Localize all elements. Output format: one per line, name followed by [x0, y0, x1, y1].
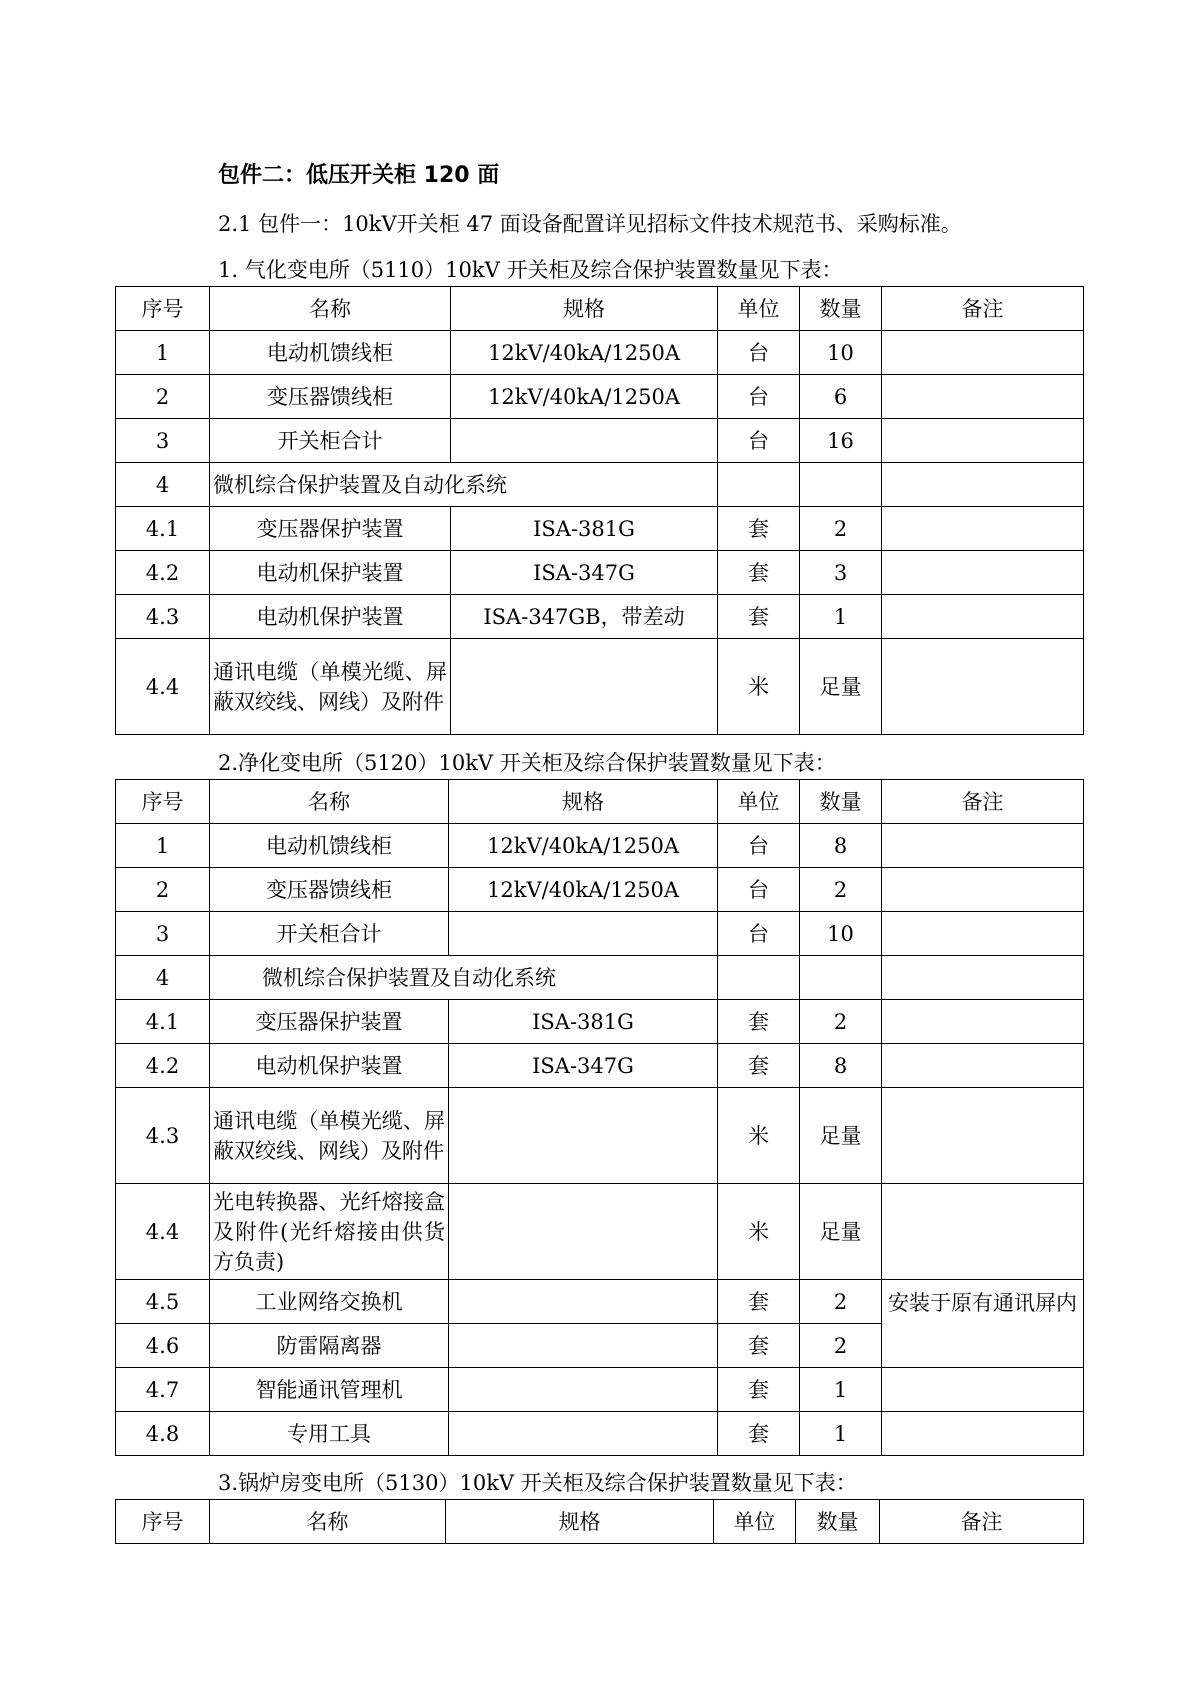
cell-note	[882, 639, 1084, 735]
cell-note	[882, 331, 1084, 375]
cell-no: 4	[116, 463, 210, 507]
cell-unit: 套	[718, 1324, 800, 1368]
header-no: 序号	[116, 780, 210, 824]
cell-spec: 12kV/40kA/1250A	[451, 375, 718, 419]
cell-unit: 台	[718, 331, 800, 375]
table-row	[116, 551, 1084, 595]
cell-no: 4.4	[116, 639, 210, 735]
cell-name: 电动机保护装置	[210, 551, 451, 595]
table-header-row	[116, 287, 1084, 331]
cell-unit: 套	[718, 1044, 800, 1088]
header-qty: 数量	[800, 780, 882, 824]
header-qty: 数量	[800, 287, 882, 331]
header-name: 名称	[210, 287, 451, 331]
cell-spec: 12kV/40kA/1250A	[449, 868, 718, 912]
cell-spec	[449, 1412, 718, 1456]
cell-note	[882, 824, 1084, 868]
cell-spec	[449, 1368, 718, 1412]
cell-qty: 2	[800, 507, 882, 551]
cell-spec	[451, 639, 718, 735]
table-row	[116, 1000, 1084, 1044]
table-row	[116, 419, 1084, 463]
cell-no: 4.3	[116, 1088, 210, 1184]
table-row	[116, 331, 1084, 375]
cell-note	[882, 1088, 1084, 1184]
header-note: 备注	[880, 1500, 1084, 1544]
cell-unit: 套	[718, 507, 800, 551]
cell-name: 通讯电缆（单模光缆、屏蔽双绞线、网线）及附件	[210, 639, 451, 735]
cell-name: 变压器保护装置	[210, 1000, 449, 1044]
cell-spec	[449, 1324, 718, 1368]
cell-qty: 足量	[800, 1088, 882, 1184]
table-row	[116, 375, 1084, 419]
cell-unit: 套	[718, 1368, 800, 1412]
cell-unit: 套	[718, 551, 800, 595]
cell-unit	[718, 463, 800, 507]
cell-note	[882, 375, 1084, 419]
cell-name: 通讯电缆（单模光缆、屏蔽双绞线、网线）及附件	[210, 1088, 449, 1184]
cell-qty: 3	[800, 551, 882, 595]
table1-caption: 1. 气化变电所（5110）10kV 开关柜及综合保护装置数量见下表：	[218, 258, 843, 282]
cell-qty: 足量	[800, 639, 882, 735]
table-2	[115, 779, 1084, 1456]
cell-unit: 台	[718, 375, 800, 419]
cell-note	[882, 1044, 1084, 1088]
cell-no: 4.1	[116, 507, 210, 551]
cell-unit: 套	[718, 1280, 800, 1324]
cell-unit: 台	[718, 419, 800, 463]
cell-spec: ISA-347GB，带差动	[451, 595, 718, 639]
cell-qty: 1	[800, 595, 882, 639]
cell-unit: 套	[718, 595, 800, 639]
table-3	[115, 1499, 1084, 1544]
cell-spec	[449, 1184, 718, 1280]
cell-unit: 台	[718, 868, 800, 912]
cell-no: 2	[116, 375, 210, 419]
cell-unit: 台	[718, 912, 800, 956]
table-row	[116, 956, 1084, 1000]
intro-paragraph: 2.1 包件一：10kV开关柜 47 面设备配置详见招标文件技术规范书、采购标准。	[218, 212, 962, 236]
cell-note	[882, 463, 1084, 507]
header-name: 名称	[210, 780, 449, 824]
cell-qty	[800, 956, 882, 1000]
cell-qty: 2	[800, 1324, 882, 1368]
cell-no: 1	[116, 824, 210, 868]
cell-spec: ISA-347G	[449, 1044, 718, 1088]
table-header-row	[116, 1500, 1084, 1544]
table-row	[116, 595, 1084, 639]
table-row	[116, 1280, 1084, 1324]
cell-note	[882, 1368, 1084, 1412]
cell-spec	[449, 912, 718, 956]
cell-no: 4.2	[116, 551, 210, 595]
table-row	[116, 1412, 1084, 1456]
cell-name: 电动机馈线柜	[210, 331, 451, 375]
cell-name: 智能通讯管理机	[210, 1368, 449, 1412]
cell-name: 电动机保护装置	[210, 595, 451, 639]
header-qty: 数量	[796, 1500, 880, 1544]
cell-no: 4.2	[116, 1044, 210, 1088]
cell-qty: 10	[800, 331, 882, 375]
cell-qty	[800, 463, 882, 507]
cell-spec: ISA-381G	[449, 1000, 718, 1044]
cell-name: 工业网络交换机	[210, 1280, 449, 1324]
header-spec: 规格	[451, 287, 718, 331]
header-no: 序号	[116, 287, 210, 331]
header-unit: 单位	[714, 1500, 796, 1544]
cell-name: 防雷隔离器	[210, 1324, 449, 1368]
cell-name: 微机综合保护装置及自动化系统	[210, 463, 718, 507]
cell-no: 4	[116, 956, 210, 1000]
cell-note	[882, 1184, 1084, 1280]
header-unit: 单位	[718, 780, 800, 824]
cell-note	[882, 956, 1084, 1000]
cell-no: 2	[116, 868, 210, 912]
header-note: 备注	[882, 287, 1084, 331]
header-name: 名称	[210, 1500, 446, 1544]
page-title: 包件二：低压开关柜 120 面	[218, 163, 500, 188]
cell-spec: 12kV/40kA/1250A	[449, 824, 718, 868]
table-row	[116, 824, 1084, 868]
cell-qty: 2	[800, 1000, 882, 1044]
table-row	[116, 1088, 1084, 1184]
table3-caption: 3.锅炉房变电所（5130）10kV 开关柜及综合保护装置数量见下表：	[218, 1471, 857, 1495]
cell-qty: 1	[800, 1368, 882, 1412]
cell-name: 开关柜合计	[210, 912, 449, 956]
cell-qty: 2	[800, 1280, 882, 1324]
table-row	[116, 1184, 1084, 1280]
cell-note	[882, 1412, 1084, 1456]
cell-note	[882, 868, 1084, 912]
cell-spec	[451, 419, 718, 463]
cell-qty: 6	[800, 375, 882, 419]
cell-qty: 10	[800, 912, 882, 956]
cell-qty: 16	[800, 419, 882, 463]
header-spec: 规格	[449, 780, 718, 824]
cell-spec	[449, 1280, 718, 1324]
cell-name: 开关柜合计	[210, 419, 451, 463]
cell-no: 3	[116, 419, 210, 463]
table-row	[116, 1368, 1084, 1412]
cell-note	[882, 507, 1084, 551]
cell-no: 4.7	[116, 1368, 210, 1412]
cell-unit: 米	[718, 639, 800, 735]
cell-spec	[449, 1088, 718, 1184]
cell-no: 1	[116, 331, 210, 375]
table-row	[116, 639, 1084, 735]
cell-unit	[718, 956, 800, 1000]
cell-note	[882, 1000, 1084, 1044]
header-note: 备注	[882, 780, 1084, 824]
cell-no: 4.1	[116, 1000, 210, 1044]
table-1	[115, 286, 1084, 735]
cell-note-merged: 安装于原有通讯屏内	[882, 1280, 1084, 1368]
cell-no: 3	[116, 912, 210, 956]
table-row	[116, 1044, 1084, 1088]
cell-spec: 12kV/40kA/1250A	[451, 331, 718, 375]
cell-name: 变压器馈线柜	[210, 868, 449, 912]
cell-note	[882, 912, 1084, 956]
cell-name: 光电转换器、光纤熔接盒及附件(光纤熔接由供货方负责)	[210, 1184, 449, 1280]
table-header-row	[116, 780, 1084, 824]
cell-note	[882, 551, 1084, 595]
header-unit: 单位	[718, 287, 800, 331]
cell-qty: 1	[800, 1412, 882, 1456]
table2-caption: 2.净化变电所（5120）10kV 开关柜及综合保护装置数量见下表：	[218, 751, 836, 775]
cell-unit: 米	[718, 1088, 800, 1184]
cell-name: 电动机保护装置	[210, 1044, 449, 1088]
cell-name: 专用工具	[210, 1412, 449, 1456]
cell-qty: 2	[800, 868, 882, 912]
cell-no: 4.4	[116, 1184, 210, 1280]
cell-unit: 套	[718, 1412, 800, 1456]
header-no: 序号	[116, 1500, 210, 1544]
cell-note	[882, 419, 1084, 463]
table-row	[116, 507, 1084, 551]
cell-name: 电动机馈线柜	[210, 824, 449, 868]
cell-qty: 足量	[800, 1184, 882, 1280]
table-row	[116, 868, 1084, 912]
cell-name: 微机综合保护装置及自动化系统	[210, 956, 718, 1000]
cell-qty: 8	[800, 824, 882, 868]
cell-no: 4.3	[116, 595, 210, 639]
cell-name: 变压器保护装置	[210, 507, 451, 551]
table-row	[116, 463, 1084, 507]
cell-unit: 台	[718, 824, 800, 868]
cell-name: 变压器馈线柜	[210, 375, 451, 419]
cell-note	[882, 595, 1084, 639]
table-row	[116, 912, 1084, 956]
cell-unit: 套	[718, 1000, 800, 1044]
cell-spec: ISA-381G	[451, 507, 718, 551]
cell-no: 4.8	[116, 1412, 210, 1456]
cell-unit: 米	[718, 1184, 800, 1280]
cell-no: 4.5	[116, 1280, 210, 1324]
header-spec: 规格	[446, 1500, 714, 1544]
cell-qty: 8	[800, 1044, 882, 1088]
cell-no: 4.6	[116, 1324, 210, 1368]
cell-spec: ISA-347G	[451, 551, 718, 595]
